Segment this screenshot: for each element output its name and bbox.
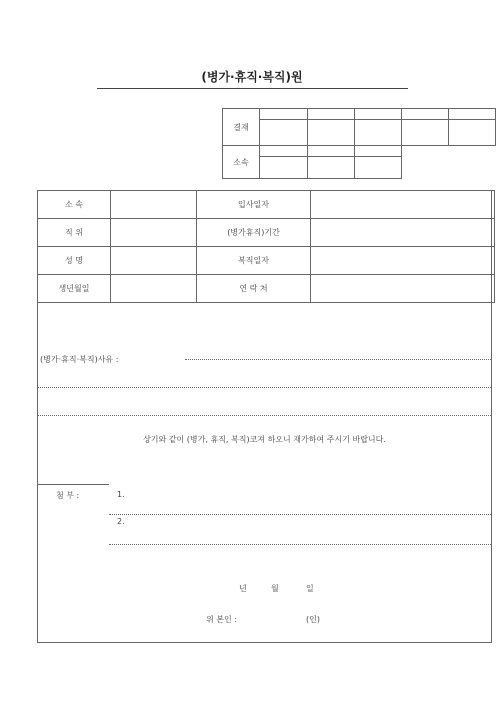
join-date-label: 입사일자 (197, 191, 311, 219)
approval-cell[interactable] (402, 109, 449, 120)
signature-label: 위 본인 : (206, 615, 237, 624)
date-month: 월 (271, 584, 279, 593)
contact-field[interactable] (311, 275, 495, 303)
reason-line[interactable] (185, 359, 491, 360)
approval-cell[interactable] (308, 109, 355, 120)
affiliation-cell[interactable] (308, 146, 355, 157)
affiliation-label: 소속 (223, 146, 260, 179)
birth-date-field[interactable] (111, 275, 197, 303)
affiliation-sign-cell[interactable] (308, 157, 355, 179)
approval-label: 결재 (223, 109, 260, 146)
approval-table (222, 108, 496, 146)
affiliation-table (222, 145, 402, 179)
affiliation-sign-cell[interactable] (355, 157, 402, 179)
position-label: 직 위 (38, 219, 111, 247)
approval-sign-cell[interactable] (308, 120, 355, 146)
approval-sign-cell[interactable] (449, 120, 496, 146)
return-date-label: 복직일자 (197, 247, 311, 275)
approval-sign-cell[interactable] (355, 120, 402, 146)
affiliation-cell[interactable] (260, 146, 308, 157)
page-title: (병가·휴직·복직)원 (201, 70, 303, 84)
affiliation-cell[interactable] (355, 146, 402, 157)
attachment-item-1: 1. (117, 490, 125, 499)
position-field[interactable] (111, 219, 197, 247)
approval-cell[interactable] (260, 109, 308, 120)
affiliation-sign-cell[interactable] (260, 157, 308, 179)
birth-date-label: 생년월일 (38, 275, 111, 303)
reason-label: (병가·휴직·복직)사유 : (40, 355, 119, 364)
title-underline (97, 88, 408, 89)
date-day: 일 (306, 584, 314, 593)
seal-mark: (인) (306, 615, 320, 624)
info-table (37, 190, 495, 303)
approval-cell[interactable] (355, 109, 402, 120)
reason-line[interactable] (37, 415, 491, 416)
date-year: 년 (239, 584, 247, 593)
approval-sign-cell[interactable] (402, 120, 449, 146)
attachment-label: 첨 부 : (56, 491, 80, 500)
affiliation-field[interactable] (111, 191, 197, 219)
request-statement: 상기와 같이 (병가, 휴직, 복직)코져 하오니 재가하여 주시기 바랍니다. (143, 435, 386, 444)
attachment-divider (37, 484, 109, 485)
join-date-field[interactable] (311, 191, 495, 219)
approval-cell[interactable] (449, 109, 496, 120)
affiliation-label: 소 속 (38, 191, 111, 219)
name-label: 성 명 (38, 247, 111, 275)
leave-period-label: (병가휴직)기간 (197, 219, 311, 247)
return-date-field[interactable] (311, 247, 495, 275)
reason-line[interactable] (37, 387, 491, 388)
contact-label: 연 락 처 (197, 275, 311, 303)
name-field[interactable] (111, 247, 197, 275)
attachment-line[interactable] (109, 514, 491, 515)
leave-period-field[interactable] (311, 219, 495, 247)
approval-sign-cell[interactable] (260, 120, 308, 146)
attachment-line[interactable] (109, 544, 491, 545)
attachment-item-2: 2. (117, 517, 125, 526)
